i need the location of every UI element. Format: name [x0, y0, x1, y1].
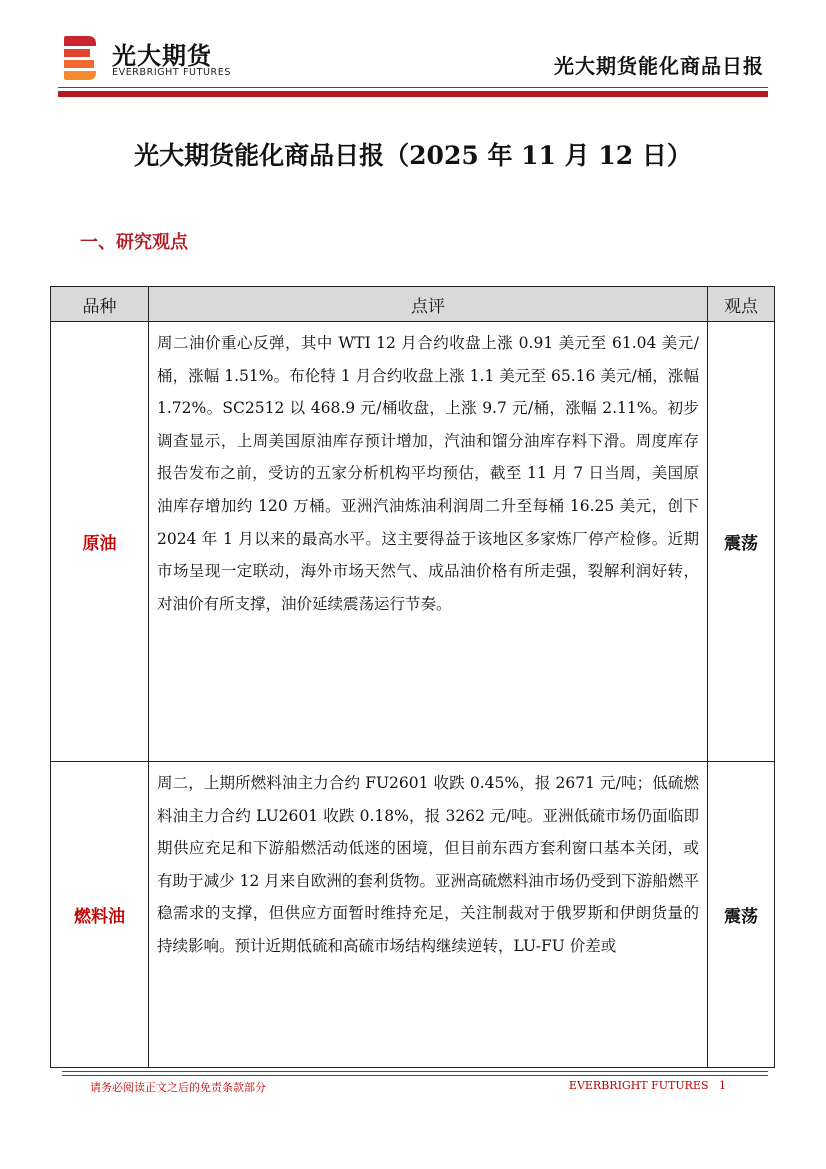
comment-cell: 周二，上期所燃料油主力合约 FU2601 收跌 0.45%，报 2671 元/吨；低硫燃料油主力合约 LU2601 收跌 0.18%，报 3262 元/吨。亚洲低硫市场仍面临即期供应充足和下游船燃活动低迷的困境，但目前东西方套利窗口基本关闭，或有助于减少 12 月来自欧洲的套利货物。亚洲高硫燃料油市场仍受到下游船燃平稳需求的支撑，但供应方面暂时维持充足，关注制裁对于俄罗斯和伊朗货量的持续影响。预计近期低硫和高硫市场结构继续逆转，LU-FU 价差或	[149, 762, 708, 1068]
table-row	[51, 762, 775, 1068]
footer-company-page	[569, 1079, 726, 1092]
logo-chinese-name: 光大期货	[112, 42, 212, 70]
document-title: 光大期货能化商品日报（2025 年 11 月 12 日）	[134, 141, 692, 170]
column-header-comment: 点评	[149, 287, 708, 322]
column-header-view: 观点	[708, 287, 775, 322]
view-cell: 震荡	[708, 322, 775, 762]
report-name: 光大期货能化商品日报	[554, 54, 764, 78]
page-number: 1	[719, 1079, 726, 1092]
footer-disclaimer: 请务必阅读正文之后的免责条款部分	[90, 1081, 266, 1094]
comment-cell: 周二油价重心反弹，其中 WTI 12 月合约收盘上涨 0.91 美元至 61.04 美元/桶，涨幅 1.51%。布伦特 1 月合约收盘上涨 1.1 美元至 65.16 美元/桶，涨幅 1.72%。SC2512 以 468.9 元/桶收盘，上涨 9.7 元/桶，涨幅 2.11%。初步调查显示，上周美国原油库存预计增加，汽油和馏分油库存料下滑。周度库存报告发布之前，受访的五家分析机构平均预估，截至 11 月 7 日当周，美国原油库存增加约 120 万桶。亚洲汽油炼油利润周二升至每桶 16.25 美元，创下 2024 年 1 月以来的最高水平。这主要得益于该地区多家炼厂停产检修。近期市场呈现一定联动，海外市场天然气、成品油价格有所走强，裂解利润好转，对油价有所支撑，油价延续震荡运行节奏。	[149, 322, 708, 762]
column-header-variety: 品种	[51, 287, 149, 322]
table-row	[51, 322, 775, 762]
section-heading: 一、研究观点	[80, 232, 188, 253]
footer-company: EVERBRIGHT FUTURES	[568, 1079, 709, 1092]
footer-divider-bottom	[62, 1075, 768, 1076]
company-logo	[64, 36, 264, 82]
research-views-table	[50, 286, 775, 1068]
everbright-logo-icon	[64, 36, 98, 80]
header-divider-thick	[58, 91, 768, 97]
view-cell: 震荡	[708, 762, 775, 1068]
footer-divider-top	[62, 1071, 768, 1072]
variety-cell: 燃料油	[51, 762, 149, 1068]
logo-english-name: EVERBRIGHT FUTURES	[112, 67, 231, 78]
header-divider-thin	[58, 87, 768, 88]
variety-cell: 原油	[51, 322, 149, 762]
table-header-row	[51, 287, 775, 322]
